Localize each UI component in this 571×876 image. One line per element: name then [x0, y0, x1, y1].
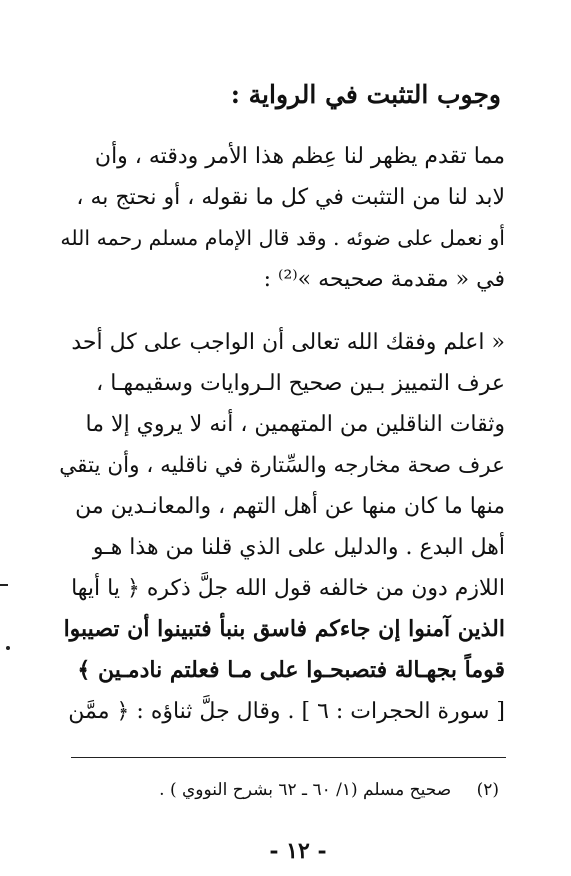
intro-paragraph: [59, 136, 505, 300]
intro-line: مما تقدم يظهر لنا عِظم هذا الأمر ودقته ، وأن: [94, 144, 505, 169]
margin-mark: [0, 584, 8, 586]
footnote: [159, 780, 499, 800]
footnote-divider: [71, 757, 506, 758]
page-number: - ١٢ -: [269, 838, 327, 864]
intro-line: لابد لنا من التثبت في كل ما نقوله ، أو نحتج به ،: [76, 185, 505, 210]
quote-line: « اعلم وفقك الله تعالى أن الواجب على كل أحد: [71, 330, 505, 355]
verse-line: الذين آمنوا إن جاءكم فاسق بنبأ فتبينوا أن تصيبوا: [63, 616, 505, 642]
footnote-text: صحيح مسلم (١/ ٦٠ ـ ٦٢ بشرح النووي ) .: [159, 780, 452, 800]
quote-line: وثقات الناقلين من المتهمين ، أنه لا يروي إلا ما: [85, 412, 505, 437]
intro-line: في « مقدمة صحيحه »⁽²⁾ :: [263, 267, 505, 292]
quote-line: منها ما كان منها عن أهل التهم ، والمعانـدين من: [75, 494, 505, 519]
margin-dot: [6, 646, 10, 650]
section-heading: وجوب التثبت في الرواية :: [230, 80, 501, 109]
quote-line: [ سورة الحجرات : ٦ ] . وقال جلَّ ثناؤه : ﴿ ممَّن: [68, 699, 505, 724]
quote-line: عرف التمييز بـين صحيح الـروايات وسقيمهـا ،: [96, 371, 505, 396]
quote-paragraph: [59, 322, 505, 732]
verse-line: قوماً بجهـالة فتصبحـوا على مـا فعلتم نادمـين ﴾: [77, 657, 505, 683]
footnote-number: (٢): [476, 780, 499, 800]
quote-line: أهل البدع . والدليل على الذي قلنا من هذا هـو: [92, 535, 505, 560]
quote-line: عرف صحة مخارجه والسِّتارة في ناقليه ، وأن يتقي: [59, 453, 505, 478]
intro-line: أو نعمل على ضوئه . وقد قال الإمام مسلم رحمه الله: [60, 226, 505, 250]
quote-line: اللازم دون من خالفه قول الله جلَّ ذكره ﴿ يا أيها: [71, 576, 505, 601]
